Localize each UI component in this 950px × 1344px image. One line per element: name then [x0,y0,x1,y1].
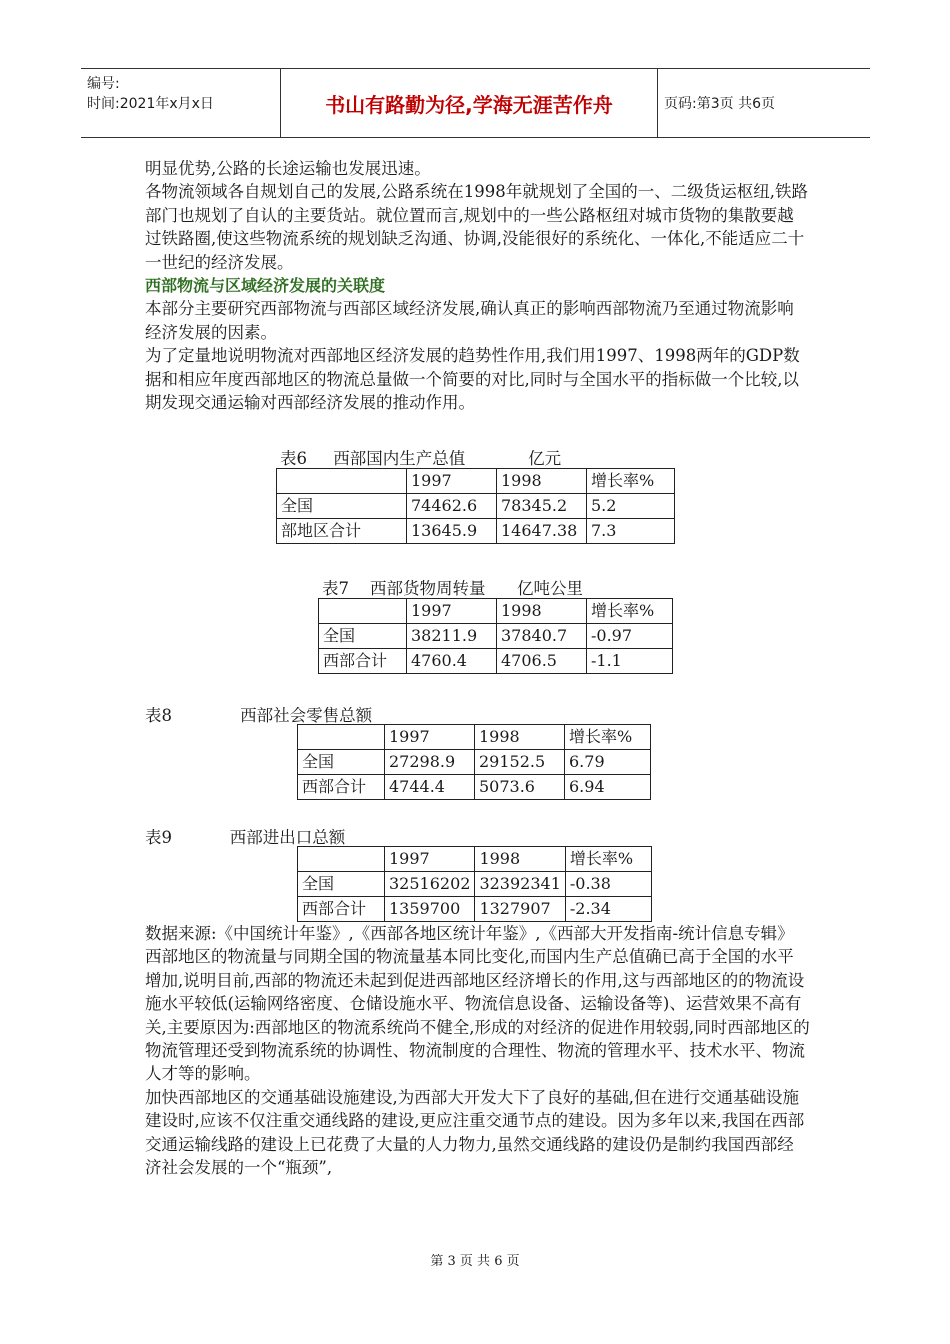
table-cell: 5073.6 [475,775,565,800]
text-block-top [145,157,810,414]
table-cell: 增长率% [565,847,651,872]
table-row [298,847,652,872]
table-cell: 14647.38 [497,519,587,544]
table-cell: 4760.4 [407,649,497,674]
table-cell: -0.97 [587,624,673,649]
table-caption: 表9 西部进出口总额 [145,828,346,847]
table-cell: 13645.9 [407,519,497,544]
table-cell: 1998 [475,847,565,872]
table-cell: -2.34 [565,897,651,922]
table-cell: 1997 [407,599,497,624]
table-row [298,775,651,800]
table-cell: -0.38 [565,872,651,897]
table-caption: 表6 西部国内生产总值 亿元 [280,449,562,468]
paragraph: 本部分主要研究西部物流与西部区域经济发展,确认真正的影响西部物流乃至通过物流影响经济发展的因素。 [145,299,794,342]
table-row [277,519,675,544]
section-heading: 西部物流与区域经济发展的关联度 [145,276,386,296]
table-cell: -1.1 [587,649,673,674]
header-motto: 书山有路勤为径,学海无涯苦作舟 [281,69,658,137]
table-row [298,897,652,922]
paragraph: 加快西部地区的交通基础设施建设,为西部大开发大下了良好的基础,但在进行交通基础设施建设时,应该不仅注重交通线路的建设,更应注重交通节点的建设。因为多年以来,我国在西部交通运输线路的建设上已花费了大量的人力物力,虽然交通线路的建设仍是制约我国西部经济社会发展的一个“瓶颈”, [145,1087,805,1178]
table-cell: 6.79 [565,750,651,775]
paragraph: 西部地区的物流量与同期全国的物流量基本同比变化,而国内生产总值确已高于全国的水平增加,说明目前,西部的物流还未起到促进西部地区经济增长的作用,这与西部地区的的物流设施水平较低(运输网络密度、仓储设施水平、物流信息设备、运输设备等)、运营效果不高有关,主要原因为:西部地区的物流系统尚不健全,形成的对经济的促进作用较弱,同时西部地区的物流管理还受到物流系统的协调性、物流制度的合理性、物流的管理水平、技术水平、物流人才等的影响。 [145,947,810,1084]
table-cell: 西部合计 [298,775,385,800]
table-cell: 西部合计 [298,897,385,922]
table-cell: 部地区合计 [277,519,407,544]
table-cell: 32516202 [385,872,475,897]
time-label: 时间:2021年x月x日 [87,96,214,112]
table-row [298,750,651,775]
data-source-note: 数据来源:《中国统计年鉴》,《西部各地区统计年鉴》,《西部大开发指南-统计信息专辑》 [145,924,794,943]
page-header [81,68,870,138]
page-footer: 第 3 页 共 6 页 [430,1254,520,1269]
data-table [297,846,652,922]
table-cell: 西部合计 [319,649,407,674]
paragraph: 明显优势,公路的长途运输也发展迅速。 [145,159,431,178]
table-cell [319,599,407,624]
paragraph: 为了定量地说明物流对西部地区经济发展的趋势性作用,我们用1997、1998两年的GDP数据和相应年度西部地区的物流总量做一个简要的对比,同时与全国水平的指标做一个比较,以期发现交通运输对西部经济发展的推动作用。 [145,346,800,413]
serial-label: 编号: [87,76,120,92]
table-cell: 4744.4 [385,775,475,800]
table-cell: 7.3 [587,519,675,544]
table-cell: 74462.6 [407,494,497,519]
table-cell: 1997 [385,725,475,750]
text-block-bottom [145,922,810,1179]
table-cell: 29152.5 [475,750,565,775]
table-caption: 表7 西部货物周转量 亿吨公里 [322,579,583,598]
table-cell: 1997 [385,847,475,872]
table-cell: 37840.7 [497,624,587,649]
table-cell: 1997 [407,469,497,494]
table-row [319,649,673,674]
header-page-number: 页码:第3页 共6页 [664,96,775,112]
data-table [297,724,651,800]
table-cell: 1327907 [475,897,565,922]
table-cell: 1998 [497,469,587,494]
table-cell [277,469,407,494]
table-cell [298,847,385,872]
table-cell: 全国 [298,872,385,897]
table-cell: 1998 [497,599,587,624]
table-cell: 增长率% [587,469,675,494]
paragraph: 各物流领域各自规划自己的发展,公路系统在1998年就规划了全国的一、二级货运枢纽,铁路部门也规划了自认的主要货站。就位置而言,规划中的一些公路枢纽对城市货物的集散要越过铁路圈,使这些物流系统的规划缺乏沟通、协调,没能很好的系统化、一体化,不能适应二十一世纪的经济发展。 [145,182,808,272]
table-cell: 27298.9 [385,750,475,775]
data-table [276,468,675,544]
table-cell: 5.2 [587,494,675,519]
table-row [319,599,673,624]
table-cell: 4706.5 [497,649,587,674]
table-cell: 全国 [319,624,407,649]
data-table [318,598,673,674]
table-cell: 1359700 [385,897,475,922]
table-caption: 表8 西部社会零售总额 [145,706,373,725]
table-cell: 增长率% [565,725,651,750]
table-row [277,469,675,494]
table-row [277,494,675,519]
table-cell: 1998 [475,725,565,750]
table-cell: 78345.2 [497,494,587,519]
table-row [298,872,652,897]
table-row [319,624,673,649]
table-cell: 38211.9 [407,624,497,649]
table-cell: 32392341 [475,872,565,897]
table-cell: 全国 [298,750,385,775]
table-cell [298,725,385,750]
table-row [298,725,651,750]
table-cell: 全国 [277,494,407,519]
table-cell: 6.94 [565,775,651,800]
header-meta [81,69,281,137]
table-cell: 增长率% [587,599,673,624]
